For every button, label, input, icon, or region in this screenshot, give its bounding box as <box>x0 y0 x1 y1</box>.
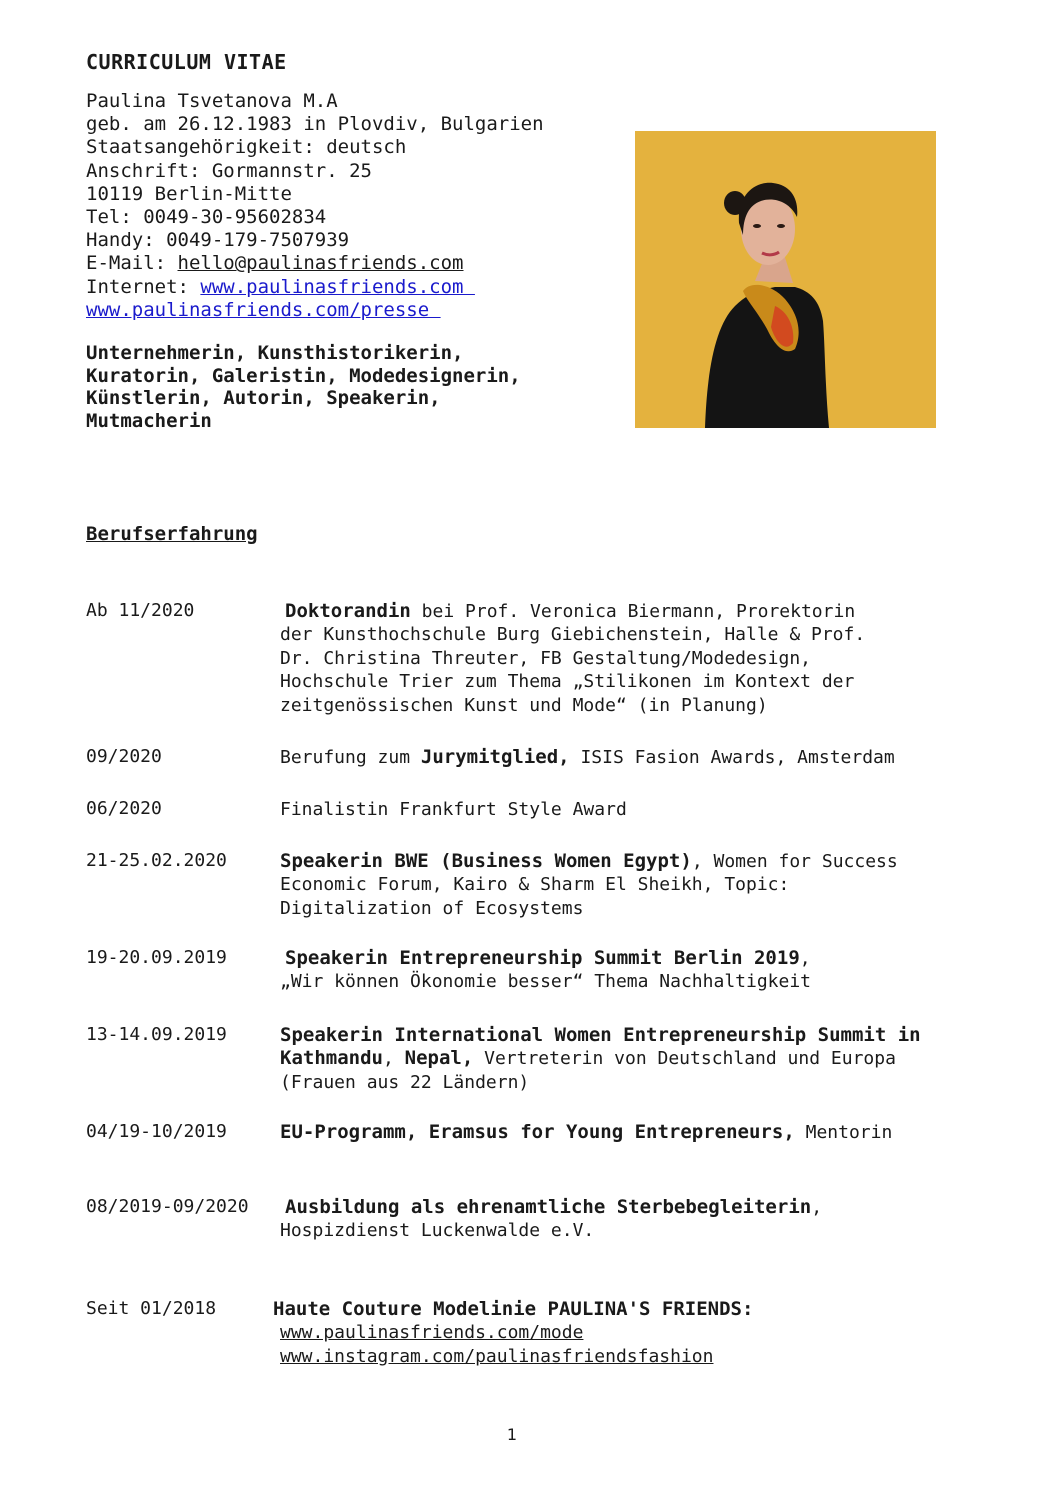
entry-line: (Frauen aus 22 Ländern) <box>280 1071 530 1093</box>
email-link[interactable]: hello@paulinasfriends.com <box>177 252 464 275</box>
press-row <box>86 299 544 322</box>
entry-title: Doktorandin <box>285 600 411 622</box>
entry-title: Speakerin International Women Entrepreneurship Summit in <box>280 1024 921 1046</box>
entry-date: 08/2019-09/2020 <box>86 1196 249 1217</box>
entry-text: bei Prof. Veronica Biermann, Prorektorin <box>410 601 856 622</box>
entry-description <box>273 1298 753 1368</box>
internet-row <box>86 276 544 299</box>
page-number: 1 <box>506 1425 518 1444</box>
mobile: Handy: 0049-179-7507939 <box>86 229 350 252</box>
entry-description <box>280 1121 892 1144</box>
fashion-website-link[interactable]: www.paulinasfriends.com/mode <box>280 1322 584 1344</box>
entry-text: Vertreterin von Deutschland und Europa <box>473 1048 896 1070</box>
entry-description <box>280 947 811 994</box>
entry-description <box>280 798 627 821</box>
entry-title: Jurymitglied, <box>420 746 570 768</box>
nationality: Staatsangehörigkeit: deutsch <box>86 136 407 159</box>
entry-line: Hochschule Trier zum Thema „Stilikonen im Kontext der <box>280 671 855 693</box>
roles <box>86 342 521 432</box>
roles-line: Künstlerin, Autorin, Speakerin, <box>86 387 441 409</box>
roles-line: Mutmacherin <box>86 409 212 432</box>
entry-description <box>280 1024 921 1094</box>
entry-description <box>280 850 898 920</box>
entry-date: Seit 01/2018 <box>86 1298 217 1319</box>
entry-title: Haute Couture Modelinie PAULINA'S FRIENDS: <box>273 1298 754 1320</box>
entry-date: 04/19-10/2019 <box>86 1121 227 1142</box>
entry-line: Hospizdienst Luckenwalde e.V. <box>280 1220 595 1242</box>
name: Paulina Tsvetanova M.A <box>86 90 338 112</box>
website-link[interactable]: www.paulinasfriends.com <box>200 275 475 298</box>
personal-info <box>86 90 544 322</box>
entry-text: , Women for Success <box>691 851 898 872</box>
roles-line: Kuratorin, Galeristin, Modedesignerin, <box>86 364 521 387</box>
entry-date: 13-14.09.2019 <box>86 1024 227 1045</box>
entry-description <box>280 1196 822 1243</box>
section-heading-experience: Berufserfahrung <box>86 523 258 545</box>
entry-line: Dr. Christina Threuter, FB Gestaltung/Modedesign, <box>280 647 812 669</box>
entry-date: 06/2020 <box>86 798 162 819</box>
entry-text: Mentorin <box>794 1122 893 1143</box>
press-link[interactable]: www.paulinasfriends.com/presse <box>86 298 441 321</box>
instagram-link[interactable]: www.instagram.com/paulinasfriendsfashion <box>280 1345 714 1367</box>
entry-description <box>280 746 895 769</box>
portrait-photo <box>635 131 936 428</box>
entry-line: „Wir können Ökonomie besser“ Thema Nachhaltigkeit <box>280 971 812 993</box>
entry-text: Berufung zum <box>280 747 421 768</box>
internet-label: Internet: <box>86 275 201 298</box>
cv-title: CURRICULUM VITAE <box>86 50 287 74</box>
entry-text: , <box>799 948 811 969</box>
entry-date: Ab 11/2020 <box>86 600 195 621</box>
entry-text: , <box>382 1048 405 1070</box>
entry-line: Digitalization of Ecosystems <box>280 897 584 919</box>
email-label: E-Mail: <box>86 252 178 275</box>
entry-date: 09/2020 <box>86 746 162 767</box>
entry-title: Kathmandu <box>280 1047 383 1070</box>
entry-title: Ausbildung als ehrenamtliche Sterbebegleiterin <box>285 1196 812 1218</box>
entry-title: Nepal, <box>404 1047 474 1070</box>
roles-line: Unternehmerin, Kunsthistorikerin, <box>86 342 464 364</box>
entry-date: 21-25.02.2020 <box>86 850 227 871</box>
entry-title: Speakerin BWE (Business Women Egypt) <box>280 850 692 872</box>
entry-line: Economic Forum, Kairo & Sharm El Sheikh, Topic: <box>280 874 790 896</box>
entry-date: 19-20.09.2019 <box>86 947 227 968</box>
entry-title: Speakerin Entrepreneurship Summit Berlin 2019 <box>285 947 800 969</box>
entry-line: der Kunsthochschule Burg Giebichenstein, Halle & Prof. <box>280 624 866 646</box>
entry-line: zeitgenössischen Kunst und Mode“ (in Planung) <box>280 694 768 716</box>
entry-text: ISIS Fasion Awards, Amsterdam <box>569 747 895 768</box>
entry-title: EU-Programm, Eramsus for Young Entrepreneurs, <box>280 1121 795 1143</box>
entry-text: Finalistin Frankfurt Style Award <box>280 799 627 820</box>
birth-info: geb. am 26.12.1983 in Plovdiv, Bulgarien <box>86 113 544 136</box>
address-city: 10119 Berlin-Mitte <box>86 182 292 205</box>
phone: Tel: 0049-30-95602834 <box>86 206 327 229</box>
email-row <box>86 252 544 275</box>
entry-description <box>280 600 865 717</box>
address-street: Anschrift: Gormannstr. 25 <box>86 159 372 182</box>
entry-text: , <box>811 1197 823 1218</box>
